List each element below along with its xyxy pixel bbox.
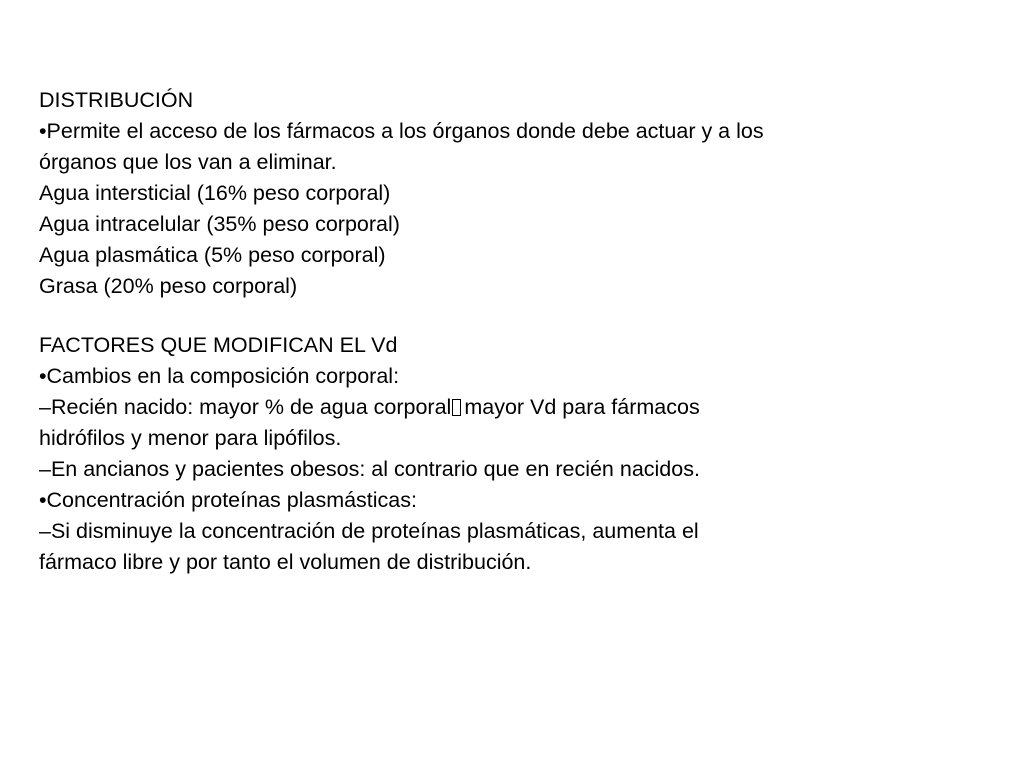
text-line: hidrófilos y menor para lipófilos. xyxy=(39,426,342,450)
section-heading-distribucion: DISTRIBUCIÓN xyxy=(39,88,194,112)
text-line: órganos que los van a eliminar. xyxy=(39,150,337,174)
text-line: •Cambios en la composición corporal: xyxy=(39,364,400,388)
text-line-with-glyph xyxy=(39,392,979,423)
text-line: Grasa (20% peso corporal) xyxy=(39,274,298,298)
text-line: •Permite el acceso de los fármacos a los órganos donde debe actuar y a los xyxy=(39,119,764,143)
text-segment: –Recién nacido: mayor % de agua corporal xyxy=(39,395,452,419)
text-line: Agua intersticial (16% peso corporal) xyxy=(39,181,391,205)
text-line: Agua intracelular (35% peso corporal) xyxy=(39,212,400,236)
text-line: •Concentración proteínas plasmásticas: xyxy=(39,488,417,512)
missing-glyph-box-icon xyxy=(452,399,461,416)
section-heading-factores: FACTORES QUE MODIFICAN EL Vd xyxy=(39,333,398,357)
text-segment: mayor Vd para fármacos xyxy=(464,395,700,419)
distribution-section xyxy=(39,85,979,302)
factors-section xyxy=(39,330,979,578)
text-line: –Si disminuye la concentración de proteínas plasmáticas, aumenta el xyxy=(39,519,699,543)
text-line: –En ancianos y pacientes obesos: al contrario que en recién nacidos. xyxy=(39,457,700,481)
text-line: fármaco libre y por tanto el volumen de distribución. xyxy=(39,550,532,574)
text-line: Agua plasmática (5% peso corporal) xyxy=(39,243,386,267)
